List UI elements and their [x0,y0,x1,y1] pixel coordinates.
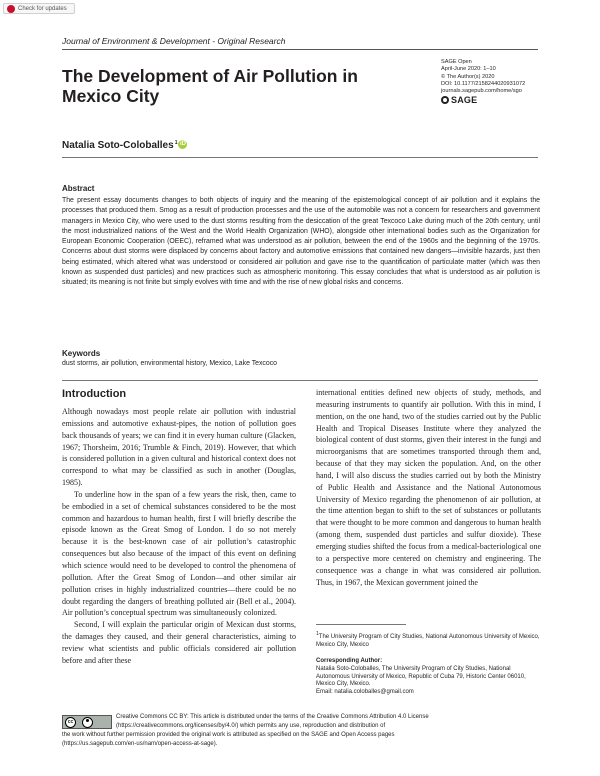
crossmark-icon [7,5,15,13]
corresponding-author-heading: Corresponding Author: [316,658,383,664]
introduction-heading: Introduction [62,388,127,400]
meta-issue: April-June 2020: 1–10 [441,66,496,73]
abstract-heading: Abstract [62,184,95,193]
author-name: Natalia Soto-Coloballes [62,140,174,151]
affiliation-footnote [316,631,540,650]
meta-doi[interactable]: DOI: 10.1177/2158244020931072 [441,80,526,87]
meta-copyright: © The Author(s) 2020 [441,73,495,80]
corresponding-author-email[interactable]: Email: natalia.coloballes@gmail.com [316,689,414,696]
affiliation-marker: 1 [316,631,319,637]
journal-section-line: Journal of Environment & Development - Original Research [62,36,286,46]
sage-logo-text: SAGE [451,94,478,105]
license-text [62,713,540,749]
keywords-text: dust storms, air pollution, environmental history, Mexico, Lake Texcoco [62,360,277,367]
license-block [62,713,540,758]
license-line-1: Creative Commons CC BY: This article is distributed under the terms of the Creative Commons Attribution 4.0 License [116,714,429,720]
intro-paragraph-4: international entities defined new objects of study, methods, and measuring instruments to quantify air pollution. With this in mind, I mention, on the one hand, two of the studies carried out by the Public Health and Tropical Diseases Institute where they analyzed the biological content of dust storms, given their interest in the fungi and microorganisms that are sometimes transported through them and, because of that they may sicken the population. And, on the other hand, I will also discuss the studies carried out by both the Ministry of Public Health and Assistance and the National Autonomous University of Mexico regarding the phenomenon of air pollution, at the time attention began to shift to the set of substances or pollutants that were thought to be more common and dangerous to human health (among them, suspended dust particles and sulfur dioxide). These emerging studies shifted the focus from a medical-bacteriological one to a perspective more centered on chemistry and engineering. The consequence was a change in what was considered air pollution. Thus, in 1967, the Mexican government joined the [316,388,541,587]
license-line-4[interactable]: (https://us.sagepub.com/en-us/nam/open-access-at-sage). [62,740,218,747]
intro-paragraph-2: To underline how in the span of a few years the risk, then, came to be embodied in a set of chemical substances considered to be the most common and hazardous to human health, first I will briefly describe the episode known as the Great Smog of London. I do so not merely because it is the best-known case of air pollution’s catastrophic consequences but also because of the impact of this event on defining which science would need to be developed to control the phenomena of pollution. After the Great Smog of London—and other similar air pollution crises in highly industrialized countries—there could be no doubt regarding the dangers of breathing polluted air (Bell et al., 2004). Air pollution’s conceptual spectrum was simultaneously colonized. [62,489,296,618]
header-divider [62,49,538,50]
body-column-right [316,387,541,588]
orcid-icon[interactable]: iD [179,141,186,147]
sage-logo-icon [441,96,449,104]
meta-url[interactable]: journals.sagepub.com/home/sgo [441,88,522,95]
footnote-divider [316,624,406,625]
intro-paragraph-3: Second, I will explain the particular origin of Mexican dust storms, the damages they caused, and their general characteristics, aiming to review what scientists and public officials considered air pollution before and after these [62,620,296,665]
license-line-3: the work without further permission provided the original work is attributed as specified on the SAGE and Open Access pages [62,731,395,738]
corresponding-author-address: Natalia Soto-Coloballes, The University Program of City Studies, National Autonomous University of Mexico, Republic of Cuba 79, Historic Center 06010, Mexico City, Mexico. [316,665,526,688]
keywords-divider [62,380,538,381]
corresponding-author [316,658,540,697]
keywords-heading: Keywords [62,349,101,358]
cc-icon: cc [65,717,76,728]
author-line [62,140,187,151]
publication-meta [441,59,551,104]
article-title: The Development of Air Pollution in Mexico City [62,66,358,106]
intro-paragraph-1: Although nowadays most people relate air pollution with industrial emissions and automotive exhaust-pipes, the notion of pollution goes back thousands of years; we can find it in every human culture (Glacken, 1967; Thorsheim, 2016; Trumble & Finch, 2019). However, that which is considered pollution in a given cultural and historical context does not correspond to what may be classified as such in another (Douglas, 1985). [62,407,296,488]
check-for-updates-badge[interactable] [3,3,75,14]
meta-journal: SAGE Open [441,59,472,65]
body-column-left [62,406,296,667]
author-divider [62,157,538,158]
license-line-2[interactable]: (https://creativecommons.org/licenses/by/4.0/) which permits any use, reproduction and distribution of [116,722,386,729]
affiliation-text: The University Program of City Studies, National Autonomous University of Mexico, Mexico City, Mexico [316,634,540,648]
sage-logo [441,96,551,104]
author-affiliation-marker: 1 [174,140,178,146]
check-for-updates-label: Check for updates [18,5,67,12]
abstract-text: The present essay documents changes to both objects of inquiry and the meaning of the epistemological concept of air pollution and it explains the processes that produced them. Smog as a result of production processes and the use of the automobile was not a concern for researchers and government managers in Mexico City, who were used to the dust storms resulting from the desiccation of the great Texcoco Lake during much of the 20th century, until the most industrialized nations of the West and the World Health Organization (WHO), alongside other international bodies such as the Organization for European Economic Cooperation (OEEC), reframed what was understood as air pollution, between the end of the 1960s and the beginning of the 1970s. Concerns about dust storms were displaced by concerns about factory and automotive emissions that contained new dangers—invisible hazards, just then being estimated, which altered what was understood or considered air pollution and gave rise to the quantification of particulate matter (which was then known as suspended dust particles) and new practices such as atmospheric monitoring. This essay concludes that what is understood as air pollution is situated; its meaning is not finite but simply evolves with time and with the rise of new global risks and concerns. [62,197,540,287]
